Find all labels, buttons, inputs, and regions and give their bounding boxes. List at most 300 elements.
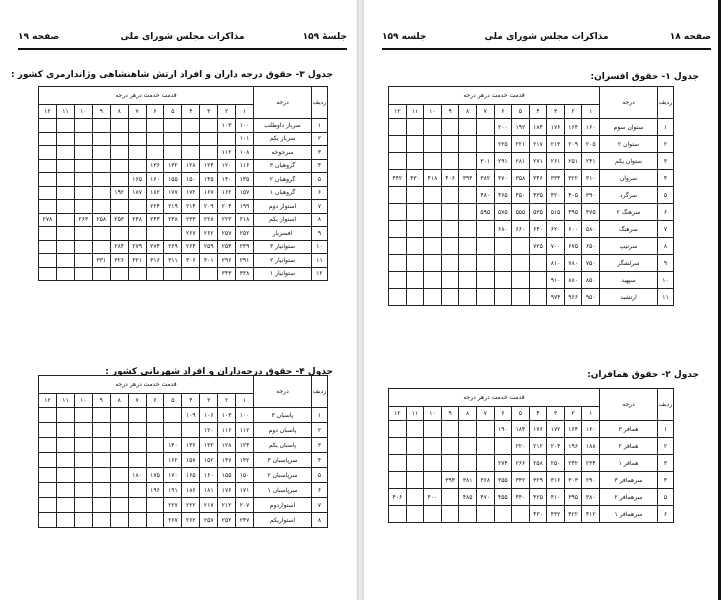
salary-cell: ۹۶۶ xyxy=(564,289,582,306)
header-step: ۳ xyxy=(200,394,218,408)
salary-cell: ۳۸۰ xyxy=(582,489,600,506)
row-number: ۷ xyxy=(658,221,674,238)
salary-cell: ۱۲۴ xyxy=(200,159,218,173)
salary-cell xyxy=(476,272,494,289)
salary-cell xyxy=(494,438,512,455)
header-rank: درجه xyxy=(600,389,658,421)
row-number: ۸ xyxy=(312,513,328,528)
salary-cell xyxy=(424,204,442,221)
salary-cell xyxy=(57,159,75,173)
salary-cell xyxy=(389,204,407,221)
salary-cell: ۱۲۴ xyxy=(236,438,254,453)
salary-cell xyxy=(92,146,110,160)
salary-cell xyxy=(494,238,512,255)
salary-cell: ۳۲۱ xyxy=(128,254,146,268)
header-step: ۶ xyxy=(146,105,164,119)
table-row xyxy=(389,153,674,170)
salary-cell xyxy=(389,255,407,272)
rank-name: سرباز داوطلب xyxy=(254,119,312,133)
salary-cell xyxy=(57,119,75,133)
row-number: ۱ xyxy=(312,408,328,423)
salary-cell: ۹۵۰ xyxy=(582,289,600,306)
salary-cell xyxy=(164,119,182,133)
salary-cell: ۳۳۱ xyxy=(92,254,110,268)
salary-cell: ۱۸۲ xyxy=(146,186,164,200)
salary-cell xyxy=(406,455,424,472)
salary-cell: ۴۶۵ xyxy=(494,187,512,204)
row-number: ۵ xyxy=(312,173,328,187)
salary-cell: ۳۶۸ xyxy=(476,472,494,489)
salary-cell: ۲۶۷ xyxy=(164,513,182,528)
salary-cell xyxy=(57,408,75,423)
salary-cell xyxy=(476,221,494,238)
salary-cell xyxy=(424,472,442,489)
salary-cell: ۴۴۰ xyxy=(512,489,530,506)
salary-cell xyxy=(146,146,164,160)
table-row xyxy=(389,119,674,136)
salary-cell: ۲۲۱ xyxy=(512,136,530,153)
salary-cell: ۱۱۶ xyxy=(218,423,236,438)
salary-cell xyxy=(110,438,128,453)
salary-cell: ۱۵۷ xyxy=(236,186,254,200)
table-row xyxy=(389,489,674,506)
table2-title: جدول ۲- حقوق همافران: xyxy=(587,370,699,380)
rank-name: پاسبان یکم xyxy=(254,438,312,453)
row-number: ۵ xyxy=(312,468,328,483)
table-row xyxy=(39,498,328,513)
header-service-years: قدمت خدمت درهر درجه xyxy=(39,376,254,394)
salary-cell xyxy=(389,136,407,153)
header-rank: درجه xyxy=(254,87,312,119)
salary-cell: ۱۳۶ xyxy=(182,438,200,453)
salary-cell xyxy=(512,506,530,523)
salary-cell xyxy=(110,227,128,241)
salary-cell: ۵۵۵ xyxy=(512,204,530,221)
salary-cell: ۱۹۱ xyxy=(164,483,182,498)
salary-cell xyxy=(389,472,407,489)
table-row xyxy=(39,408,328,423)
salary-cell: ۱۰۸ xyxy=(236,146,254,160)
salary-cell: ۳۱۶ xyxy=(547,472,565,489)
salary-cell: ۱۹۹ xyxy=(236,200,254,214)
salary-cell: ۲۲۰ xyxy=(512,438,530,455)
salary-cell xyxy=(459,438,477,455)
rank-name: همافر ۲ xyxy=(600,438,658,455)
rank-name: سرپاسبان ۱ xyxy=(254,483,312,498)
salary-cell xyxy=(92,438,110,453)
salary-cell xyxy=(74,438,92,453)
salary-cell xyxy=(406,472,424,489)
salary-cell xyxy=(146,513,164,528)
salary-cell: ۲۴۳ xyxy=(146,213,164,227)
salary-cell: ۲۵۳ xyxy=(110,213,128,227)
salary-cell xyxy=(494,289,512,306)
salary-cell xyxy=(92,408,110,423)
salary-cell xyxy=(182,423,200,438)
rank-name: گروهبان ۱ xyxy=(254,186,312,200)
salary-cell xyxy=(74,254,92,268)
salary-cell xyxy=(441,187,459,204)
salary-cell xyxy=(92,513,110,528)
row-number: ۷ xyxy=(312,200,328,214)
salary-cell: ۲۰۷ xyxy=(236,498,254,513)
salary-cell: ۳۳۸ xyxy=(236,267,254,281)
salary-cell xyxy=(128,200,146,214)
salary-cell xyxy=(494,255,512,272)
salary-cell: ۳۸۱ xyxy=(459,472,477,489)
salary-cell xyxy=(128,132,146,146)
salary-cell xyxy=(164,267,182,281)
salary-cell xyxy=(74,453,92,468)
salary-cell: ۱۳۶ xyxy=(146,159,164,173)
salary-cell: ۴۷۵ xyxy=(582,204,600,221)
salary-cell xyxy=(459,272,477,289)
salary-cell: ۴۹۵ xyxy=(564,204,582,221)
left-page xyxy=(0,0,357,600)
rank-name: سروان xyxy=(600,170,658,187)
salary-cell: ۲۳۴ xyxy=(582,455,600,472)
header-step: ۱ xyxy=(582,407,600,421)
row-number: ۴ xyxy=(312,159,328,173)
table-row xyxy=(39,119,328,133)
salary-cell: ۲۰۹ xyxy=(564,136,582,153)
table-row xyxy=(389,455,674,472)
salary-cell: ۱۹۶ xyxy=(564,438,582,455)
salary-cell xyxy=(389,153,407,170)
salary-cell: ۱۷۷ xyxy=(164,186,182,200)
table-row xyxy=(389,472,674,489)
salary-cell xyxy=(476,506,494,523)
salary-cell xyxy=(164,408,182,423)
salary-cell xyxy=(39,132,57,146)
header-radif: ردیف xyxy=(312,376,328,408)
salary-cell xyxy=(459,455,477,472)
header-step: ۴ xyxy=(182,105,200,119)
salary-cell xyxy=(92,423,110,438)
salary-cell: ۳۲۹ xyxy=(529,472,547,489)
salary-cell: ۳۰۱ xyxy=(476,153,494,170)
salary-cell xyxy=(92,186,110,200)
salary-cell xyxy=(57,227,75,241)
table-row xyxy=(39,254,328,268)
header-step: ۱۲ xyxy=(389,105,407,119)
salary-cell xyxy=(74,513,92,528)
salary-cell: ۴۳۰ xyxy=(406,170,424,187)
table-row xyxy=(39,453,328,468)
salary-cell xyxy=(441,421,459,438)
salary-cell xyxy=(74,173,92,187)
salary-cell xyxy=(406,221,424,238)
table-row xyxy=(39,200,328,214)
salary-cell xyxy=(459,289,477,306)
salary-cell xyxy=(459,119,477,136)
salary-cell: ۱۹۲ xyxy=(110,186,128,200)
salary-cell xyxy=(389,187,407,204)
salary-cell: ۳۹۰ xyxy=(582,187,600,204)
left-running-title: مذاکرات مجلس شورای ملی xyxy=(120,32,245,42)
table-row xyxy=(389,221,674,238)
salary-cell: ۹۷۴ xyxy=(547,289,565,306)
salary-cell: ۲۵۲ xyxy=(218,513,236,528)
salary-cell: ۲۰۴ xyxy=(547,438,565,455)
salary-cell: ۱۸۴ xyxy=(529,119,547,136)
salary-cell xyxy=(406,421,424,438)
salary-cell: ۱۶۰ xyxy=(200,468,218,483)
row-number: ۷ xyxy=(312,498,328,513)
table-row xyxy=(389,170,674,187)
salary-cell xyxy=(406,119,424,136)
salary-cell: ۴۸۰ xyxy=(476,187,494,204)
salary-cell: ۱۵۰ xyxy=(182,173,200,187)
header-step: ۹ xyxy=(92,105,110,119)
rank-name: ستوانیار ۳ xyxy=(254,240,312,254)
salary-cell xyxy=(476,289,494,306)
salary-cell: ۵۹۵ xyxy=(476,204,494,221)
right-header-rule xyxy=(382,48,711,50)
salary-cell xyxy=(389,506,407,523)
salary-cell xyxy=(424,187,442,204)
header-service-years: قدمت خدمت درهر درجه xyxy=(389,389,600,407)
header-rank: درجه xyxy=(254,376,312,408)
salary-cell xyxy=(74,132,92,146)
salary-cell xyxy=(39,254,57,268)
salary-cell xyxy=(57,423,75,438)
salary-cell xyxy=(494,272,512,289)
header-step: ۹ xyxy=(441,407,459,421)
salary-cell: ۱۶۵ xyxy=(182,468,200,483)
rank-name: پاسبان ۳ xyxy=(254,408,312,423)
salary-cell xyxy=(146,438,164,453)
salary-cell xyxy=(92,173,110,187)
header-step: ۱۲ xyxy=(39,394,57,408)
salary-cell xyxy=(441,238,459,255)
rank-name: پاسبان دوم xyxy=(254,423,312,438)
right-running-title: مذاکرات مجلس شورای ملی xyxy=(484,32,609,42)
salary-cell: ۴۳۰ xyxy=(529,506,547,523)
table-row xyxy=(39,159,328,173)
salary-cell xyxy=(57,468,75,483)
right-page xyxy=(364,0,721,600)
table-row xyxy=(39,213,328,227)
salary-cell: ۲۲۴ xyxy=(146,200,164,214)
salary-cell xyxy=(39,498,57,513)
salary-cell xyxy=(57,186,75,200)
right-session-label: جلسه ۱۵۹ xyxy=(382,32,427,42)
salary-cell: ۱۸۷ xyxy=(128,186,146,200)
salary-cell: ۴۰۰ xyxy=(424,489,442,506)
salary-cell: ۲۶۲ xyxy=(200,227,218,241)
salary-cell: ۳۴۳ xyxy=(218,267,236,281)
salary-cell: ۲۵۸ xyxy=(529,455,547,472)
salary-cell: ۲۶۴ xyxy=(182,240,200,254)
salary-cell xyxy=(74,498,92,513)
salary-cell: ۳۴۶ xyxy=(529,170,547,187)
salary-cell xyxy=(74,408,92,423)
salary-cell: ۲۵۲ xyxy=(236,227,254,241)
salary-cell: ۲۱۲ xyxy=(529,438,547,455)
salary-cell: ۲۲۵ xyxy=(494,136,512,153)
table-row xyxy=(389,272,674,289)
salary-cell xyxy=(441,136,459,153)
salary-cell: ۲۵۷ xyxy=(200,513,218,528)
salary-cell xyxy=(512,238,530,255)
salary-cell xyxy=(164,227,182,241)
salary-cell: ۴۳۲ xyxy=(547,506,565,523)
salary-cell: ۲۵۰ xyxy=(547,455,565,472)
salary-cell: ۱۰۹ xyxy=(182,408,200,423)
salary-cell: ۲۵۷ xyxy=(218,227,236,241)
salary-cell xyxy=(389,221,407,238)
table-row xyxy=(389,506,674,523)
salary-cell xyxy=(424,238,442,255)
salary-cell xyxy=(128,483,146,498)
header-step: ۸ xyxy=(459,407,477,421)
salary-cell xyxy=(406,506,424,523)
rank-name: استوار دوم xyxy=(254,200,312,214)
salary-cell: ۱۶۰ xyxy=(146,173,164,187)
salary-cell: ۲۰۵ xyxy=(582,136,600,153)
salary-cell xyxy=(146,453,164,468)
salary-cell: ۳۲۲ xyxy=(564,170,582,187)
salary-cell: ۱۶۰ xyxy=(582,119,600,136)
salary-cell: ۶۶۰ xyxy=(512,221,530,238)
table-row xyxy=(39,423,328,438)
salary-cell xyxy=(459,255,477,272)
salary-cell: ۲۸۴ xyxy=(110,240,128,254)
salary-cell xyxy=(128,513,146,528)
salary-cell xyxy=(476,136,494,153)
salary-cell: ۲۰۹ xyxy=(200,200,218,214)
salary-cell: ۱۷۶ xyxy=(547,119,565,136)
salary-cell xyxy=(92,159,110,173)
table1-title: جدول ۱- حقوق افسران: xyxy=(590,72,699,82)
header-step: ۱۲ xyxy=(389,407,407,421)
salary-cell: ۲۲۸ xyxy=(200,213,218,227)
salary-cell: ۴۵۰ xyxy=(512,187,530,204)
header-service-years: قدمت خدمت درهر درجه xyxy=(389,87,600,105)
rank-name: ستوانیار ۱ xyxy=(254,267,312,281)
salary-cell: ۱۱۲ xyxy=(218,146,236,160)
salary-cell xyxy=(459,204,477,221)
row-number: ۲ xyxy=(658,438,674,455)
salary-cell xyxy=(92,468,110,483)
salary-cell: ۱۸۱ xyxy=(200,483,218,498)
salary-cell xyxy=(424,255,442,272)
salary-cell: ۱۷۶ xyxy=(529,421,547,438)
salary-cell xyxy=(39,468,57,483)
salary-cell: ۱۵۵ xyxy=(218,468,236,483)
salary-cell: ۶۸۰ xyxy=(494,221,512,238)
salary-cell xyxy=(39,438,57,453)
header-step: ۶ xyxy=(146,394,164,408)
salary-cell xyxy=(476,421,494,438)
salary-cell xyxy=(459,136,477,153)
rank-name: ستوان سوم xyxy=(600,119,658,136)
salary-cell xyxy=(110,498,128,513)
salary-cell xyxy=(406,153,424,170)
salary-cell: ۲۵۱ xyxy=(564,153,582,170)
salary-cell: ۵۳۵ xyxy=(529,204,547,221)
rank-name: سرتیپ xyxy=(600,238,658,255)
salary-cell xyxy=(459,506,477,523)
table-row xyxy=(389,187,674,204)
header-step: ۱۱ xyxy=(406,105,424,119)
salary-cell: ۸۸۰ xyxy=(564,272,582,289)
salary-cell xyxy=(92,498,110,513)
header-step: ۱ xyxy=(236,394,254,408)
salary-cell xyxy=(92,267,110,281)
salary-cell xyxy=(441,119,459,136)
row-number: ۶ xyxy=(312,483,328,498)
rank-name: سرباز یکم xyxy=(254,132,312,146)
salary-cell: ۱۸۶ xyxy=(182,483,200,498)
salary-cell: ۲۱۲ xyxy=(218,498,236,513)
salary-cell: ۱۶۷ xyxy=(200,186,218,200)
row-number: ۶ xyxy=(658,506,674,523)
row-number: ۸ xyxy=(312,213,328,227)
salary-cell: ۱۴۰ xyxy=(218,173,236,187)
left-header-rule xyxy=(18,48,347,50)
salary-cell: ۳۱۱ xyxy=(164,254,182,268)
table-row xyxy=(389,255,674,272)
salary-cell: ۱۱۶ xyxy=(236,159,254,173)
salary-cell: ۲۷۴ xyxy=(494,455,512,472)
salary-cell xyxy=(57,213,75,227)
salary-cell: ۱۷۲ xyxy=(547,421,565,438)
right-page-number: صفحه ۱۸ xyxy=(669,32,711,42)
rank-name: سرهمافر ۳ xyxy=(600,472,658,489)
salary-cell xyxy=(39,453,57,468)
salary-cell: ۴۰۶ xyxy=(441,170,459,187)
table4-title: جدول ۴- حقوق درجه‌داران و افراد شهربانی کشور : xyxy=(105,367,333,377)
rank-name: ستوانیار ۲ xyxy=(254,254,312,268)
salary-cell xyxy=(441,255,459,272)
table2-homafaran xyxy=(388,388,674,523)
salary-cell xyxy=(39,483,57,498)
rank-name: سرهمافر ۱ xyxy=(600,506,658,523)
row-number: ۵ xyxy=(658,187,674,204)
header-step: ۱۱ xyxy=(57,105,75,119)
header-step: ۲ xyxy=(218,105,236,119)
salary-cell xyxy=(39,186,57,200)
row-number: ۱ xyxy=(658,421,674,438)
table-row xyxy=(39,483,328,498)
salary-cell xyxy=(200,132,218,146)
salary-cell: ۱۷۵ xyxy=(146,468,164,483)
salary-cell xyxy=(39,267,57,281)
salary-cell xyxy=(110,468,128,483)
salary-cell xyxy=(389,272,407,289)
salary-cell xyxy=(406,136,424,153)
salary-cell: ۲۶۱ xyxy=(547,153,565,170)
rank-name: سرهمافر ۲ xyxy=(600,489,658,506)
salary-cell xyxy=(57,513,75,528)
salary-cell: ۶۷۵ xyxy=(564,238,582,255)
salary-cell: ۱۷۰ xyxy=(164,468,182,483)
table-row xyxy=(39,468,328,483)
salary-cell xyxy=(164,132,182,146)
header-step: ۹ xyxy=(92,394,110,408)
header-step: ۵ xyxy=(164,105,182,119)
salary-cell xyxy=(459,153,477,170)
salary-cell xyxy=(39,173,57,187)
salary-cell xyxy=(424,136,442,153)
salary-cell xyxy=(110,146,128,160)
salary-cell xyxy=(424,119,442,136)
salary-cell: ۴۸۵ xyxy=(459,489,477,506)
salary-cell: ۹۱۰ xyxy=(547,272,565,289)
salary-cell: ۳۳۴ xyxy=(547,170,565,187)
